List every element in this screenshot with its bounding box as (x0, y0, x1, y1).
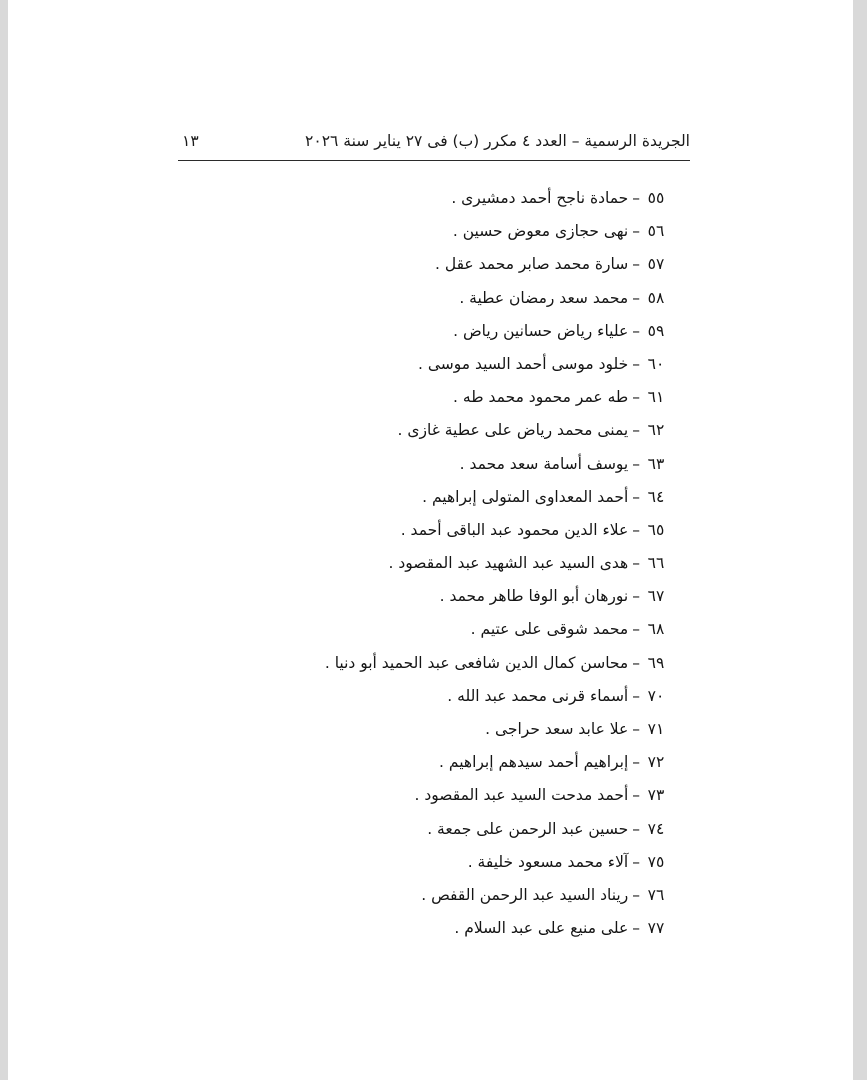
list-item-name: خلود موسى أحمد السيد موسى . (417, 354, 629, 373)
list-item-number: ٦٢ (647, 421, 665, 440)
list-item (8, 713, 853, 746)
list-item-dash: – (632, 421, 640, 440)
list-item-name: أحمد مدحت السيد عبد المقصود . (414, 786, 629, 805)
list-item (8, 248, 853, 281)
list-item-number: ٦٧ (647, 587, 665, 606)
list-item-name: نهى حجازى معوض حسين . (452, 222, 629, 241)
list-item (8, 680, 853, 713)
list-item-name: علياء رياض حسانين رياض . (453, 321, 629, 340)
list-item-number: ٦٦ (647, 554, 665, 573)
list-item-dash: – (632, 819, 640, 838)
page-sheet (8, 0, 853, 1080)
list-item-dash: – (632, 620, 640, 639)
list-item-dash: – (632, 653, 640, 672)
list-item-dash: – (632, 321, 640, 340)
header-rule (178, 160, 690, 161)
list-item-number: ٦٥ (647, 520, 665, 539)
list-item-number: ٧٥ (647, 852, 665, 871)
running-head-title: الجريدة الرسمية – العدد ٤ مكرر (ب) فى ٢٧ يناير سنة ٢٠٢٦ (305, 132, 690, 150)
list-item-dash: – (632, 189, 640, 207)
page-body (8, 0, 853, 1080)
list-item (8, 448, 853, 481)
numbered-name-list (8, 182, 853, 945)
list-item-name: على منيع على عبد السلام . (454, 919, 629, 938)
list-item-number: ٦٤ (647, 487, 665, 506)
list-item (8, 348, 853, 381)
list-item-name: أحمد المعداوى المتولى إبراهيم . (422, 487, 629, 506)
list-item-name: حمادة ناجح أحمد دمشيرى . (451, 189, 629, 207)
list-item-dash: – (632, 852, 640, 871)
list-item (8, 381, 853, 414)
list-item-name: سارة محمد صابر محمد عقل . (434, 255, 629, 274)
list-item-name: آلاء محمد مسعود خليفة . (467, 852, 629, 871)
running-head (178, 128, 690, 154)
list-item-dash: – (632, 354, 640, 373)
list-item-dash: – (632, 753, 640, 772)
list-item-number: ٦٩ (647, 653, 665, 672)
list-item (8, 779, 853, 812)
list-item-number: ٧٢ (647, 753, 665, 772)
list-item-dash: – (632, 686, 640, 705)
list-item-name: علا عابد سعد حراجى . (485, 720, 629, 738)
list-item-number: ٧٣ (647, 786, 665, 805)
list-item-dash: – (632, 487, 640, 506)
list-item (8, 547, 853, 580)
list-item-name: طه عمر محمود محمد طه . (453, 388, 629, 407)
list-item (8, 613, 853, 646)
list-item-dash: – (632, 786, 640, 805)
list-item (8, 215, 853, 248)
list-item-name: يمنى محمد رياض على عطية غازى . (397, 421, 629, 440)
list-item-name: حسين عبد الرحمن على جمعة . (427, 819, 629, 838)
list-item-number: ٧١ (647, 720, 665, 738)
list-item (8, 481, 853, 514)
list-item-dash: – (632, 222, 640, 241)
list-item-dash: – (632, 720, 640, 738)
list-item (8, 746, 853, 779)
list-item-dash: – (632, 288, 640, 307)
list-item-number: ٦٠ (647, 354, 665, 373)
list-item-dash: – (632, 587, 640, 606)
list-item-number: ٦٣ (647, 454, 665, 473)
list-item-name: ريناد السيد عبد الرحمن القفص . (421, 885, 629, 904)
list-item-number: ٧٠ (647, 686, 665, 705)
list-item-name: هدى السيد عبد الشهيد عبد المقصود . (388, 554, 629, 573)
list-item-number: ٦٨ (647, 620, 665, 639)
list-item (8, 647, 853, 680)
list-item-number: ٥٨ (647, 288, 665, 307)
list-item (8, 514, 853, 547)
list-item-dash: – (632, 554, 640, 573)
list-item-number: ٥٩ (647, 321, 665, 340)
list-item-number: ٥٧ (647, 255, 665, 274)
list-item-name: أسماء قرنى محمد عبد الله . (447, 686, 629, 705)
list-item (8, 912, 853, 945)
list-item (8, 414, 853, 447)
list-item (8, 846, 853, 879)
list-item-dash: – (632, 454, 640, 473)
list-item-name: محمد سعد رمضان عطية . (459, 288, 629, 307)
list-item-number: ٦١ (647, 388, 665, 407)
list-item-number: ٥٦ (647, 222, 665, 241)
list-item (8, 315, 853, 348)
list-item-name: إبراهيم أحمد سيدهم إبراهيم . (439, 753, 629, 772)
list-item-dash: – (632, 388, 640, 407)
list-item (8, 580, 853, 613)
list-item-name: يوسف أسامة سعد محمد . (459, 454, 629, 473)
list-item (8, 813, 853, 846)
list-item-dash: – (632, 885, 640, 904)
list-item (8, 879, 853, 912)
list-item-dash: – (632, 919, 640, 938)
list-item-dash: – (632, 255, 640, 274)
list-item-dash: – (632, 520, 640, 539)
list-item (8, 282, 853, 315)
page-number: ١٣ (182, 132, 199, 150)
list-item-number: ٥٥ (647, 189, 665, 207)
list-item-number: ٧٧ (647, 919, 665, 938)
list-item-name: محاسن كمال الدين شافعى عبد الحميد أبو دنيا . (324, 653, 629, 672)
list-item-number: ٧٦ (647, 885, 665, 904)
list-item-number: ٧٤ (647, 819, 665, 838)
list-item-name: محمد شوقى على عتيم . (470, 620, 629, 639)
list-item-name: علاء الدين محمود عبد الباقى أحمد . (400, 520, 629, 539)
list-item (8, 182, 853, 215)
list-item-name: نورهان أبو الوفا طاهر محمد . (439, 587, 629, 606)
